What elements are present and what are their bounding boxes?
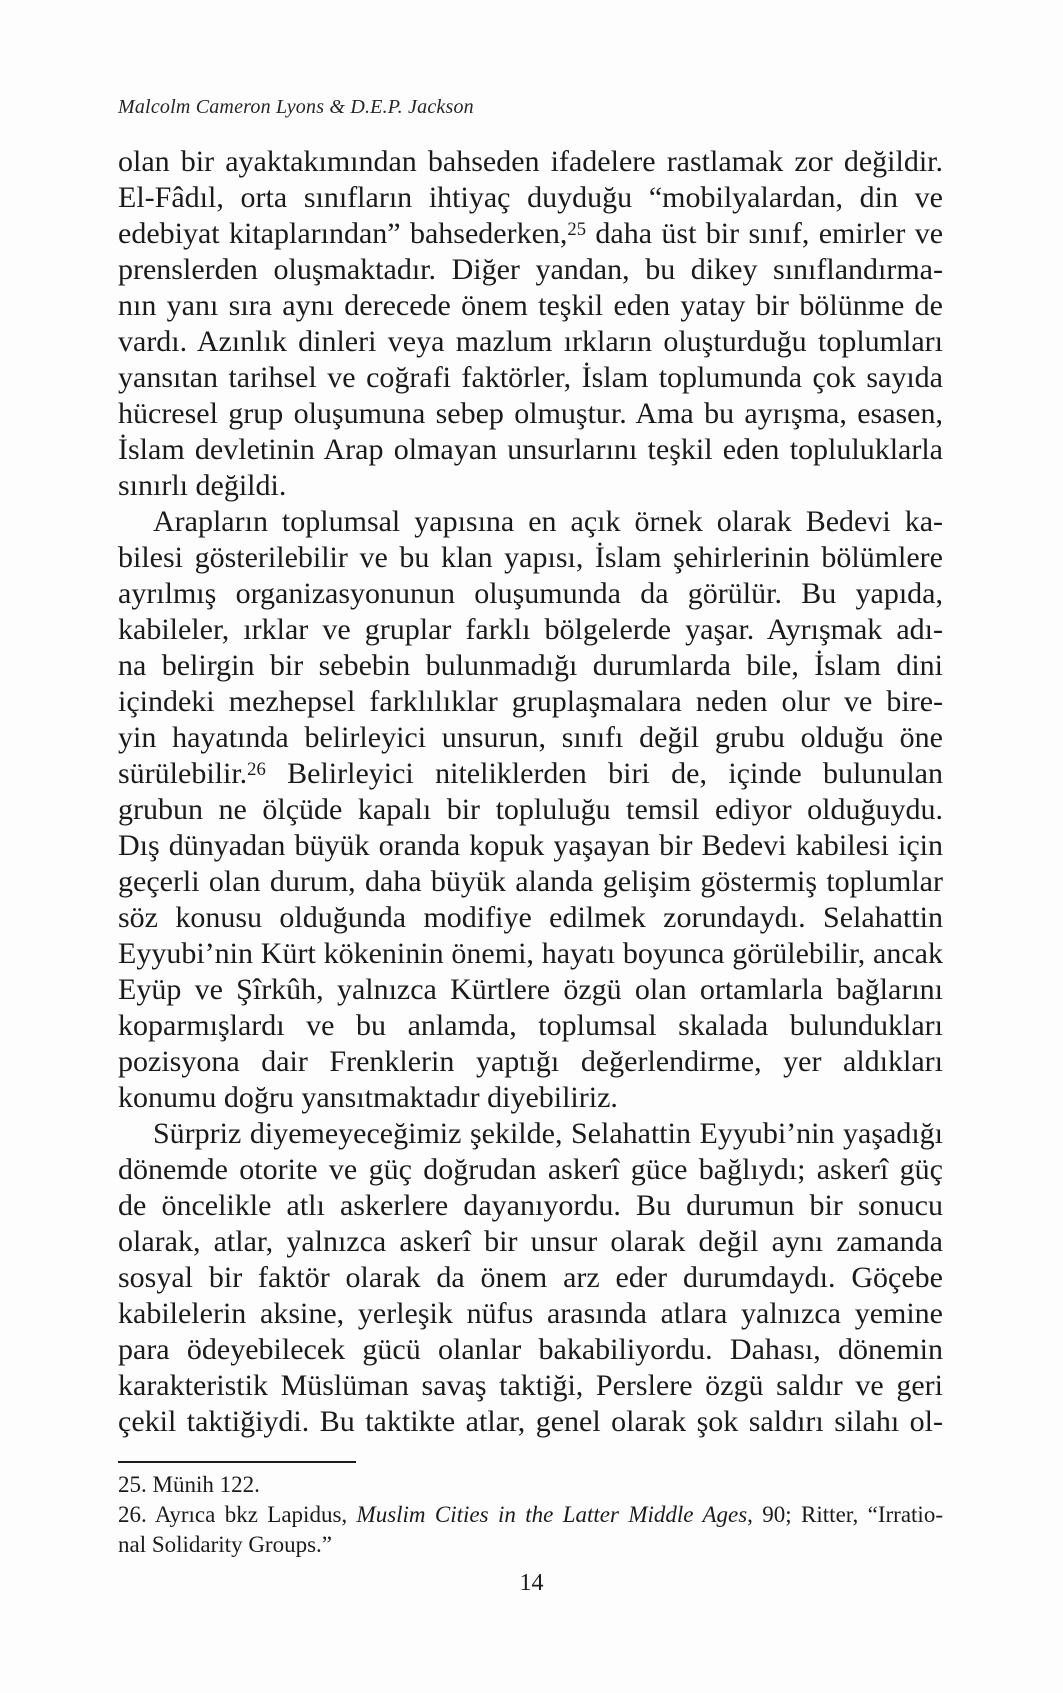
text-line: içindeki mezhepsel farklılıklar gruplaşmalara neden olur ve bire- bbox=[118, 685, 943, 718]
text-line: 25. Münih 122. bbox=[118, 1472, 260, 1497]
text-line: olarak, atlar, yalnızca askerî bir unsur olarak değil aynı zamanda bbox=[118, 1225, 943, 1258]
footnote-separator-rule bbox=[118, 1461, 356, 1463]
paragraph bbox=[118, 1500, 943, 1560]
text-line: Dış dünyadan büyük oranda kopuk yaşayan bir Bedevi kabilesi için bbox=[118, 829, 943, 862]
running-header-authors: Malcolm Cameron Lyons & D.E.P. Jackson bbox=[118, 96, 474, 118]
text-line: para ödeyebilecek gücü olanlar bakabiliyordu. Dahası, dönemin bbox=[118, 1333, 943, 1366]
text-line: kabilelerin aksine, yerleşik nüfus arasında atlara yalnızca yemine bbox=[118, 1297, 943, 1330]
text-line: edebiyat kitaplarından” bahsederken,$^{25}$ daha üst bir sınıf, emirler ve bbox=[118, 217, 943, 250]
text-line: sınırlı değildi. bbox=[118, 469, 287, 502]
text-line: vardı. Azınlık dinleri veya mazlum ırkların oluşturduğu toplumları bbox=[118, 325, 943, 358]
text-line: prenslerden oluşmaktadır. Diğer yandan, bu dikey sınıflandırma- bbox=[118, 253, 943, 286]
text-line: geçerli olan durum, daha büyük alanda gelişim göstermiş toplumlar bbox=[118, 865, 943, 898]
body-text bbox=[118, 144, 943, 1440]
text-line: koparmışlardı ve bu anlamda, toplumsal skalada bulundukları bbox=[118, 1009, 943, 1042]
text-line: de öncelikle atlı askerlere dayanıyordu. Bu durumun bir sonucu bbox=[118, 1189, 943, 1222]
text-line: karakteristik Müslüman savaş taktiği, Perslere özgü saldır ve geri bbox=[118, 1369, 943, 1402]
text-line: nal Solidarity Groups.” bbox=[118, 1532, 332, 1557]
text-line: nın yanı sıra aynı derecede önem teşkil eden yatay bir bölünme de bbox=[118, 289, 943, 322]
text-line: pozisyona dair Frenklerin yaptığı değerlendirme, yer aldıkları bbox=[118, 1045, 943, 1078]
text-line: hücresel grup oluşumuna sebep olmuştur. Ama bu ayrışma, esasen, bbox=[118, 397, 943, 430]
text-line: na belirgin bir sebebin bulunmadığı durumlarda bile, İslam dini bbox=[118, 649, 943, 682]
text-line: kabileler, ırklar ve gruplar farklı bölgelerde yaşar. Ayrışmak adı- bbox=[118, 613, 943, 646]
text-line: konumu doğru yansıtmaktadır diyebiliriz. bbox=[118, 1081, 618, 1114]
text-line: sürülebilir.$^{26}$ Belirleyici niteliklerden biri de, içinde bulunulan bbox=[118, 757, 943, 790]
text-line: yansıtan tarihsel ve coğrafi faktörler, İslam toplumunda çok sayıda bbox=[118, 361, 943, 394]
text-line: Eyyubi’nin Kürt kökeninin önemi, hayatı boyunca görülebilir, ancak bbox=[118, 937, 943, 970]
text-line: Eyüp ve Şîrkûh, yalnızca Kürtlere özgü olan ortamlarla bağlarını bbox=[118, 973, 943, 1006]
paragraph bbox=[118, 1470, 943, 1500]
text-line: Sürpriz diyemeyeceğimiz şekilde, Selahattin Eyyubi’nin yaşadığı bbox=[153, 1117, 943, 1150]
text-line: sosyal bir faktör olarak da önem arz eder durumdaydı. Göçebe bbox=[118, 1261, 943, 1294]
text-line: grubun ne ölçüde kapalı bir topluluğu temsil ediyor olduğuydu. bbox=[118, 793, 943, 826]
footnotes bbox=[118, 1470, 943, 1560]
italic-title-span: Muslim Cities in the Latter Middle Ages bbox=[356, 1502, 748, 1527]
paragraph bbox=[118, 504, 943, 1116]
text-line: İslam devletinin Arap olmayan unsurlarını teşkil eden topluluklarla bbox=[118, 433, 943, 466]
text-line: yin hayatında belirleyici unsurun, sınıfı değil grubu olduğu öne bbox=[118, 721, 943, 754]
page-number: 14 bbox=[519, 1570, 544, 1596]
footnote-reference-marker: 25 bbox=[567, 218, 586, 240]
text-line: ayrılmış organizasyonunun oluşumunda da görülür. Bu yapıda, bbox=[118, 577, 943, 610]
text-line: Arapların toplumsal yapısına en açık örnek olarak Bedevi ka- bbox=[153, 505, 943, 538]
text-line: El-Fâdıl, orta sınıfların ihtiyaç duyduğu “mobilyalardan, din ve bbox=[118, 181, 943, 214]
paragraph bbox=[118, 1116, 943, 1440]
text-line: söz konusu olduğunda modifiye edilmek zorundaydı. Selahattin bbox=[118, 901, 943, 934]
text-line: dönemde otorite ve güç doğrudan askerî güce bağlıydı; askerî güç bbox=[118, 1153, 943, 1186]
text-line: çekil taktiğiydi. Bu taktikte atlar, genel olarak şok saldırı silahı ol- bbox=[118, 1405, 943, 1438]
paragraph bbox=[118, 144, 943, 504]
text-line: bilesi gösterilebilir ve bu klan yapısı, İslam şehirlerinin bölümlere bbox=[118, 541, 943, 574]
text-line: 26. Ayrıca bkz Lapidus, Muslim Cities in the Latter Middle Ages, 90; Ritter, “Irratio- bbox=[118, 1502, 943, 1527]
footnote-reference-marker: 26 bbox=[247, 758, 266, 780]
text-line: olan bir ayaktakımından bahseden ifadelere rastlamak zor değildir. bbox=[118, 145, 943, 178]
